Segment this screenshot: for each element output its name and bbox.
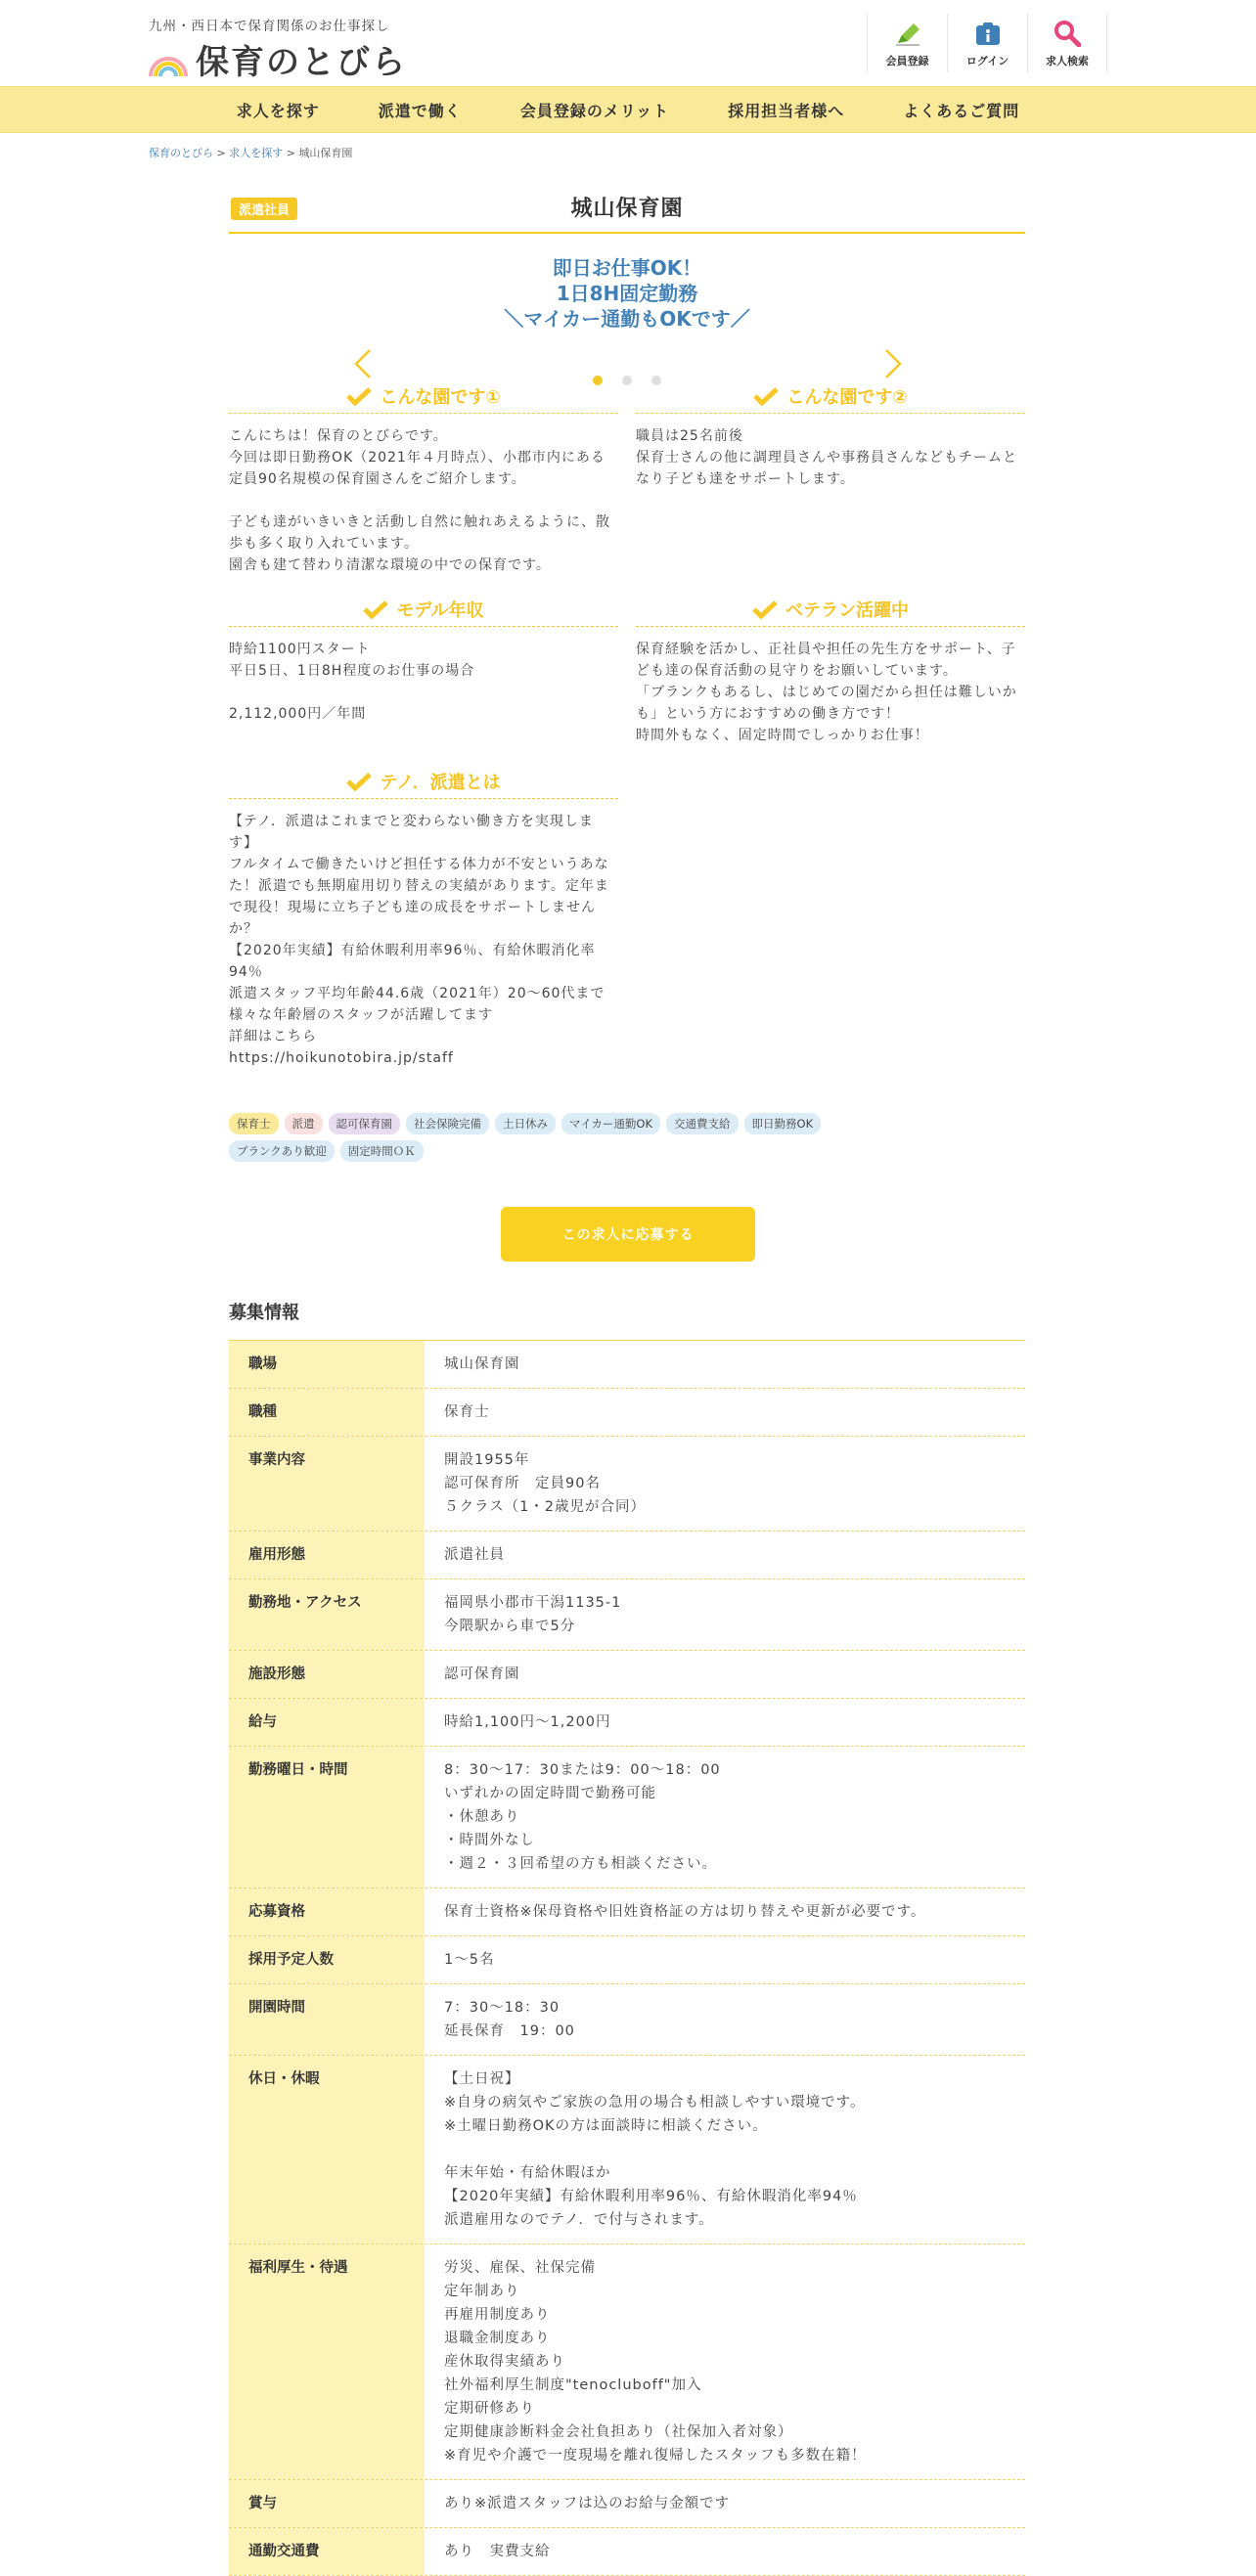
info-label: 福利厚生・待遇 <box>229 2244 425 2479</box>
employment-badge: 派遣社員 <box>231 198 297 220</box>
info-label: 雇用形態 <box>229 1532 425 1578</box>
apply-button[interactable]: この求人に応募する <box>501 1207 755 1262</box>
info-label: 通勤交通費 <box>229 2528 425 2575</box>
breadcrumb-separator: > <box>216 147 226 159</box>
info-label: 賞与 <box>229 2480 425 2527</box>
breadcrumb-current: 城山保育園 <box>298 147 353 159</box>
check-icon <box>346 772 372 791</box>
slider-next-arrow-icon[interactable] <box>882 348 904 379</box>
nav-item-member-merit[interactable]: 会員登録のメリット <box>519 101 670 120</box>
section-body: 【テノ．派遣はこれまでと変わらない働き方を実現します】 フルタイムで働きたいけど担任する体力が不安というあなた！派遣でも無期雇用切り替えの実績があります。定年まで現役！現場に立ち子ども達の成長をサポートしませんか？ 【2020年実績】有給休暇利用率96％、有給休暇消化率94％ 派遣スタッフ平均年齢44.6歳（2021年）20～60代まで様々な年齢層のスタッフが活躍してます 詳細はこちら https://hoikunotobira.jp/staff <box>229 814 609 1066</box>
header-icon-menu <box>867 14 1107 72</box>
info-label: 採用予定人数 <box>229 1936 425 1983</box>
info-value: 派遣社員 <box>444 1547 505 1563</box>
breadcrumb-search-link[interactable]: 求人を探す <box>229 147 284 159</box>
info-label: 勤務曜日・時間 <box>229 1747 425 1888</box>
info-row <box>229 1699 1025 1747</box>
tag[interactable]: 認可保育園 <box>329 1113 401 1134</box>
info-row <box>229 2244 1025 2480</box>
info-row <box>229 1936 1025 1984</box>
info-value: 7：30～18：30 延長保育 19：00 <box>444 2000 575 2039</box>
site-header <box>0 0 1256 86</box>
slider-prev-arrow-icon[interactable] <box>352 348 374 379</box>
login-button[interactable] <box>947 14 1027 72</box>
info-value: 認可保育園 <box>444 1666 520 1682</box>
info-row <box>229 1651 1025 1699</box>
breadcrumb-separator: > <box>286 147 295 159</box>
section-heading <box>636 597 1025 627</box>
site-tagline: 九州・西日本で保育関係のお仕事探し <box>149 19 390 34</box>
info-row <box>229 1888 1025 1936</box>
tag[interactable]: マイカー通勤OK <box>561 1113 660 1134</box>
info-value: 保育士 <box>444 1404 490 1420</box>
info-label: 職場 <box>229 1341 425 1388</box>
info-row <box>229 1437 1025 1532</box>
info-row <box>229 2480 1025 2528</box>
nav-item-dispatch[interactable]: 派遣で働く <box>378 101 462 120</box>
section-heading <box>229 383 618 414</box>
tag[interactable]: 保育士 <box>229 1113 279 1134</box>
info-row <box>229 2056 1025 2244</box>
info-row <box>229 1389 1025 1437</box>
catch-line: 1日8H固定勤務 <box>556 282 698 305</box>
info-value: 城山保育園 <box>444 1356 520 1372</box>
info-label: 応募資格 <box>229 1888 425 1935</box>
info-value: 開設1955年 認可保育所 定員90名 ５クラス（1・2歳児が合同） <box>444 1452 647 1515</box>
info-label: 事業内容 <box>229 1437 425 1531</box>
info-value: あり 実費支給 <box>444 2544 551 2559</box>
login-label: ログイン <box>965 55 1009 67</box>
catch-line: ＼マイカー通勤もOKです／ <box>504 307 750 331</box>
info-value: 時給1,100円～1,200円 <box>444 1714 611 1730</box>
check-icon <box>363 600 388 619</box>
breadcrumb-home-link[interactable]: 保育のとびら <box>149 147 213 159</box>
section-heading-text: モデル年収 <box>396 600 484 621</box>
section-heading-text: ベテラン活躍中 <box>785 600 909 621</box>
member-register-button[interactable] <box>867 14 947 72</box>
job-search-label: 求人検索 <box>1046 55 1089 67</box>
info-value: 【土日祝】 ※自身の病気やご家族の急用の場合も相談しやすい環境です。 ※土曜日勤務OKの方は面談時に相談ください。 年末年始・有給休暇ほか 【2020年実績】有給休暇利用率96％、有給休暇消化率94％ 派遣雇用なのでテノ．で付与されます。 <box>444 2071 866 2228</box>
section-body: 職員は25名前後 保育士さんの他に調理員さんや事務員さんなどもチームとなり子ども達をサポートします。 <box>636 428 1017 487</box>
info-value: 保育士資格※保母資格や旧姓資格証の方は切り替えや更新が必要です。 <box>444 1904 926 1920</box>
tag[interactable]: 土日休み <box>495 1113 556 1134</box>
info-value: 労災、雇保、社保完備 定年制あり 再雇用制度あり 退職金制度あり 産休取得実績あり 社外福利厚生制度"tenocluboff"加入 定期研修あり 定期健康診断料金会社負担あり（社保加入者対象） ※育児や介護で一度現場を離れ復帰したスタッフも多数在籍！ <box>444 2260 867 2464</box>
tag[interactable]: ブランクあり歓迎 <box>229 1140 335 1162</box>
site-logo[interactable] <box>147 35 407 83</box>
section-heading <box>229 769 618 799</box>
search-icon <box>1054 20 1081 47</box>
tag[interactable]: 交通費支給 <box>666 1113 739 1134</box>
breadcrumb <box>149 145 352 160</box>
check-icon <box>753 386 779 406</box>
nav-item-faq[interactable]: よくあるご質問 <box>903 101 1020 120</box>
page-title: 城山保育園 <box>570 197 684 221</box>
logo-text: 保育のとびら <box>196 43 407 82</box>
info-label: 勤務地・アクセス <box>229 1579 425 1650</box>
info-value: 1～5名 <box>444 1952 495 1968</box>
section-heading <box>229 597 618 627</box>
catch-copy <box>229 255 1025 332</box>
tag[interactable]: 派遣 <box>285 1113 323 1134</box>
rainbow-logo-icon <box>147 41 190 78</box>
check-icon <box>346 386 372 406</box>
info-row <box>229 1984 1025 2056</box>
section-heading-text: こんな園です① <box>380 387 501 408</box>
section-heading-text: こんな園です② <box>786 387 908 408</box>
section-body: こんにちは！保育のとびらです。 今回は即日勤務OK（2021年４月時点）、小郡市内にある定員90名規模の保育園さんをご紹介します。 子ども達がいきいきと活動し自然に触れあえるように、散歩も多く取り入れています。 園舎も建て替わり清潔な環境の中での保育です。 <box>229 428 610 573</box>
info-row <box>229 1747 1025 1888</box>
nav-item-recruiters[interactable]: 採用担当者様へ <box>728 101 845 120</box>
job-search-button[interactable] <box>1027 14 1107 72</box>
info-label: 給与 <box>229 1699 425 1746</box>
info-label: 職種 <box>229 1389 425 1436</box>
tag[interactable]: 社会保険完備 <box>406 1113 489 1134</box>
section-veteran <box>636 597 1025 746</box>
job-detail <box>229 192 1025 332</box>
section-body: 時給1100円スタート 平日5日、1日8H程度のお仕事の場合 2,112,000円／年間 <box>229 642 475 722</box>
info-row <box>229 1579 1025 1651</box>
recruit-info-heading: 募集情報 <box>229 1303 299 1323</box>
nav-item-job-search[interactable]: 求人を探す <box>236 101 320 120</box>
info-row <box>229 2528 1025 2576</box>
section-teno-dispatch <box>229 769 618 1069</box>
tag[interactable]: 固定時間ＯＫ <box>340 1140 424 1162</box>
tag[interactable]: 即日勤務OK <box>744 1113 822 1134</box>
recruit-info-table <box>229 1340 1025 2576</box>
info-value: あり※派遣スタッフは込のお給与金額です <box>444 2496 731 2511</box>
info-label: 開園時間 <box>229 1984 425 2055</box>
section-model-income <box>229 597 618 725</box>
info-icon <box>974 22 1002 47</box>
info-label: 施設形態 <box>229 1651 425 1698</box>
catch-line: 即日お仕事OK！ <box>552 256 702 280</box>
info-value: 8：30～17：30または9：00～18：00 いずれかの固定時間で勤務可能 ・休憩あり ・時間外なし ・週２・３回希望の方も相談ください。 <box>444 1762 721 1872</box>
info-value: 福岡県小郡市干潟1135-1 今隈駅から車で5分 <box>444 1595 622 1634</box>
member-register-label: 会員登録 <box>885 55 929 67</box>
slider-dot[interactable] <box>622 376 632 385</box>
info-row <box>229 1341 1025 1389</box>
section-intro-1 <box>229 383 618 576</box>
info-label: 休日・休暇 <box>229 2056 425 2243</box>
info-row <box>229 1532 1025 1579</box>
section-heading-text: テノ．派遣とは <box>380 773 501 793</box>
pencil-icon <box>894 22 921 47</box>
section-body: 保育経験を活かし、正社員や担任の先生方をサポート、子ども達の保育活動の見守りをお願いしています。 「ブランクもあるし、はじめての園だから担任は難しいかも」という方におすすめの働き方です！ 時間外もなく、固定時間でしっかりお仕事！ <box>636 642 1017 743</box>
job-title-row <box>229 192 1025 234</box>
section-heading <box>636 383 1025 414</box>
main-nav <box>0 86 1256 133</box>
check-icon <box>752 600 778 619</box>
job-tags <box>229 1113 914 1162</box>
section-intro-2 <box>636 383 1025 490</box>
